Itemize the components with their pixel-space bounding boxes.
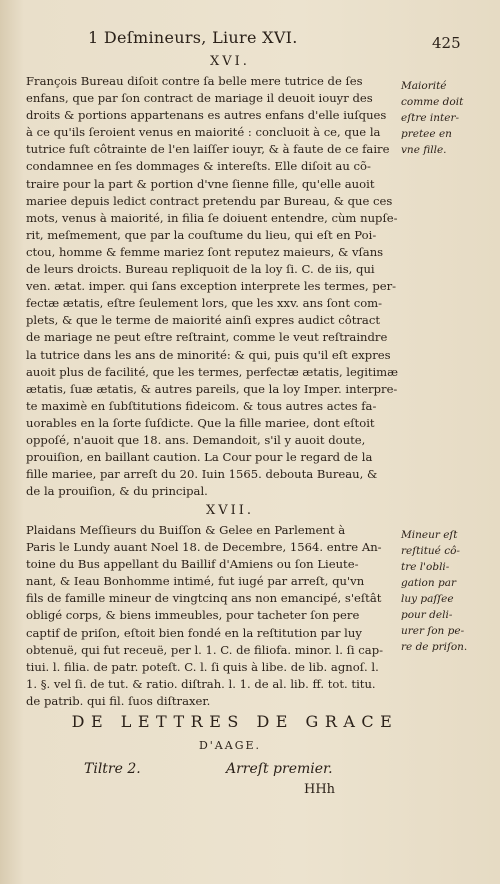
text-line: ven. ætat. imper. qui ſans exception interprete les termes, per- [26,279,397,294]
text-line: fils de famille mineur de vingtcinq ans non emancipé, s'eſtât [26,591,382,606]
text-line: obtenuë, qui fut receuë, per l. 1. C. de filiofa. minor. l. ſi cap- [26,642,384,657]
text-line: rit, meſmement, que par la couſtume du lieu, qui eſt en Poi- [26,227,377,242]
text-line: traire pour la part & portion d'vne ſienne fille, qu'elle auoit [26,176,375,191]
text-line: de la prouiſion, & du principal. [26,484,208,499]
margin-note-line: reſtitué cô- [401,545,460,557]
text-line: fectæ ætatis, eſtre ſeulement lors, que les xxv. ans ſont com- [26,296,383,311]
running-head: 1 Deſmineurs, Liure XVI. [88,28,298,47]
text-line: de leurs droicts. Bureau repliquoit de la loy ſi. C. de iis, qui [26,262,375,277]
text-line: François Bureau diſoit contre ſa belle mere tutrice de ſes [26,74,363,88]
text-line: te maximè en ſubſtitutions fideicom. & tous autres actes fa- [26,398,377,413]
text-line: captif de priſon, eſtoit bien fondé en la reſtitution par luy [26,625,362,640]
catchword: HHh [304,782,336,797]
text-line: auoit plus de facilité, que les termes, perfectæ ætatis, legitimæ [26,364,398,379]
text-line: Paris le Lundy auant Noel 18. de Decembre, 1564. entre An- [26,540,382,555]
text-line: uorables en la ſorte ſuſdicte. Que la fille mariee, dont eſtoit [26,415,375,430]
section-xvi-body [26,73,398,500]
margin-note-line: comme doit [401,96,464,108]
titre-label: Tiltre 2. [84,761,141,777]
text-line: à ce qu'ils ſeroient venus en maiorité : concluoit à ce, que la [26,125,381,140]
section-number-xvi: XVI. [210,54,250,69]
text-line: la tutrice dans les ans de minorité: & qui, puis qu'il eſt expres [26,347,391,362]
text-line: droits & portions appartenans es autres enfans d'elle iuſques [26,108,387,123]
text-line: plets, & que le terme de maiorité ainſi expres audict côtract [26,313,380,328]
text-line: nant, & Ieau Bonhomme intimé, fut iugé par arreſt, qu'vn [26,574,365,589]
margin-note-majority [401,78,481,158]
text-line: ctou, homme & femme mariez ſont reputez maieurs, & vſans [26,244,384,259]
section-number-xvii: XVII. [205,503,255,518]
text-line: enfans, que par ſon contract de mariage il deuoit iouyr des [26,91,373,106]
text-line: oppoſé, n'auoit que 18. ans. Demandoit, s'il y auoit doute, [26,432,366,447]
text-line: Plaidans Meſſieurs du Buiſſon & Gelee en Parlement à [26,523,346,537]
text-line: mariee depuis ledict contract pretendu par Bureau, & que ces [26,193,393,208]
margin-note-line: Maiorité [401,80,447,92]
margin-note-restitution [401,527,481,655]
text-line: obligé corps, & biens immeubles, pour tacheter ſon pere [26,608,360,623]
text-line: condamnee en ſes dommages & intereſts. Elle diſoit au cõ- [26,159,371,174]
margin-note-line: re de priſon. [401,641,468,653]
section-xvii-body [26,522,398,710]
text-line: prouiſion, en baillant caution. La Cour pour le regard de la [26,450,373,465]
margin-note-line: Mineur eſt [401,529,458,541]
margin-note-line: pretee en [401,128,452,140]
margin-note-line: luy paſſee [401,593,454,605]
margin-note-line: eſtre inter- [401,112,460,124]
chapter-subheading: D'AAGE. [198,739,262,752]
text-line: de mariage ne peut eſtre reſtraint, comme le veut reſtraindre [26,330,388,345]
text-line: mots, venus à maiorité, in filia ſe doiuent entendre, cùm nupſe- [26,210,398,225]
text-line: tiui. l. filia. de patr. poteſt. C. l. ſi quis à libe. de lib. agnoſ. l. [26,659,379,674]
chapter-heading: DE LETTRES DE GRACE [71,712,399,731]
margin-note-line: tre l'obli- [401,561,450,573]
text-line: 1. §. vel ſi. de tut. & ratio. diſtrah. l. 1. de al. lib. ff. tot. titu. [26,676,376,691]
margin-note-line: gation par [401,577,456,589]
arrest-label: Arreſt premier. [226,761,333,777]
text-line: tutrice fuſt côtrainte de l'en laiſſer iouyr, & à faute de ce faire [26,142,390,157]
margin-note-line: vne fille. [401,144,447,156]
text-line: toine du Bus appellant du Baillif d'Amiens ou ſon Lieute- [26,557,359,572]
margin-note-line: urer ſon pe- [401,625,465,637]
page-number: 425 [432,34,461,52]
margin-note-line: pour deli- [401,609,453,621]
text-line: fille mariee, par arreſt du 20. Iuin 1565. debouta Bureau, & [26,467,378,482]
text-line: ætatis, ſuæ ætatis, & autres pareils, que la loy Imper. interpre- [26,381,398,396]
text-line: de patrib. qui fil. ſuos diſtraxer. [26,693,211,708]
